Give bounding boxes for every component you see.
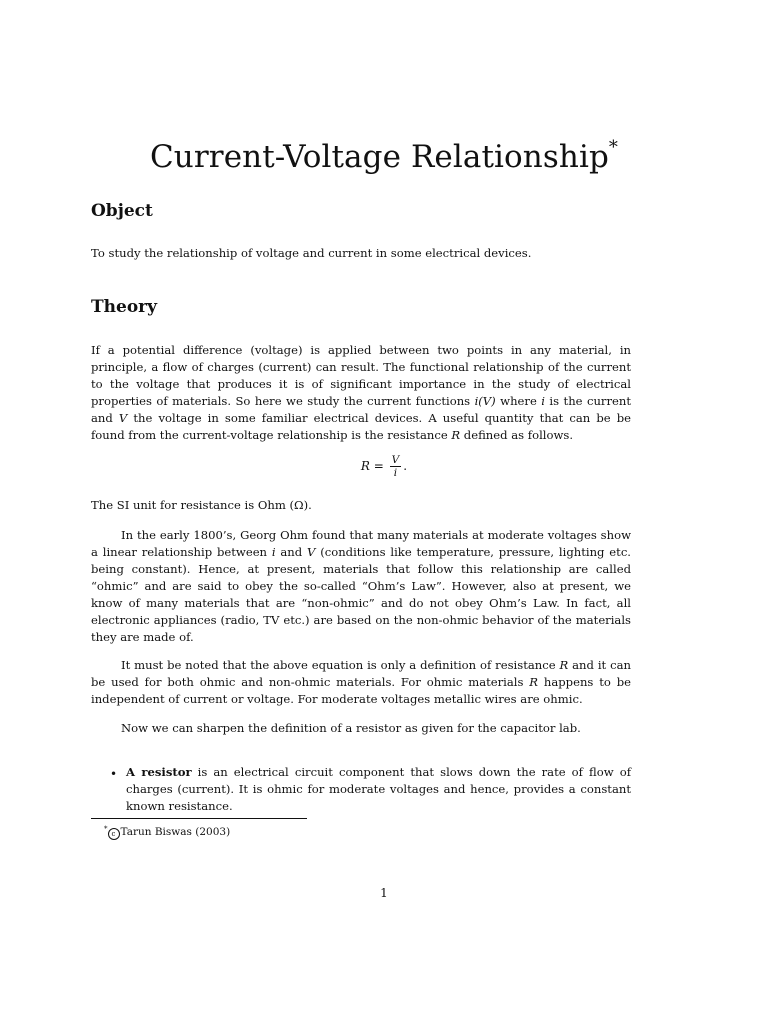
resistor-term: A resistor	[126, 765, 192, 779]
page-number: 1	[380, 886, 388, 900]
equation-lhs: R =	[360, 459, 384, 473]
si-unit-sentence: The SI unit for resistance is Ohm (Ω).	[91, 498, 312, 512]
page-title: Current-Voltage Relationship*	[149, 137, 619, 175]
object-paragraph: To study the relationship of voltage and current in some electrical devices.	[91, 246, 532, 260]
copyright-icon: c	[108, 828, 120, 840]
equation-denominator: i	[393, 467, 398, 479]
section-heading-theory: Theory	[91, 297, 157, 317]
theory-paragraph-1: If a potential difference (voltage) is applied between two points in any material, in principle, a flow of charges (current) can result. The functional relationship of the current to the voltage that produces it is of significant importance in the study of electrical properties of materials. So here we study the current functions i(V) where i is the current and V the voltage in some familiar electrical devices. A useful quantity that can be be found from the current-voltage relationship is the resistance R defined as follows.	[91, 343, 631, 442]
theory-paragraph-4: Now we can sharpen the definition of a resistor as given for the capacitor lab.	[121, 721, 581, 735]
equation-fraction	[390, 454, 402, 479]
resistor-definition: A resistor is an electrical circuit component that slows down the rate of flow of charges (current). It is ohmic for moderate voltages and hence, provides a constant known resistance.	[126, 765, 631, 813]
footnote-divider	[91, 818, 307, 819]
resistance-equation: R = $\frac{V}{i}$ .	[360, 454, 408, 479]
equation-numerator: V	[391, 454, 400, 466]
title-footnote-mark: *	[608, 137, 619, 158]
footnote: *c Tarun Biswas (2003)	[104, 825, 231, 838]
section-heading-object: Object	[91, 201, 153, 221]
theory-paragraph-3: It must be noted that the above equation is only a definition of resistance R and it can be used for both ohmic and non-ohmic materials. For ohmic materials R happens to be independent of current or voltage. For moderate voltages metallic wires are ohmic.	[91, 658, 631, 706]
bullet-icon: •	[110, 767, 118, 781]
theory-paragraph-2: In the early 1800’s, Georg Ohm found that many materials at moderate voltages show a linear relationship between i and V (conditions like temperature, pressure, lighting etc. being constant). Hence, at present, materials that follow this relationship are called “ohmic” and are said to obey the so-called “Ohm’s Law”. However, also at present, we know of many materials that are “non-ohmic” and do not obey Ohm’s Law. In fact, all electronic appliances (radio, TV etc.) are based on the non-ohmic behavior of the materials they are made of.	[91, 528, 631, 644]
